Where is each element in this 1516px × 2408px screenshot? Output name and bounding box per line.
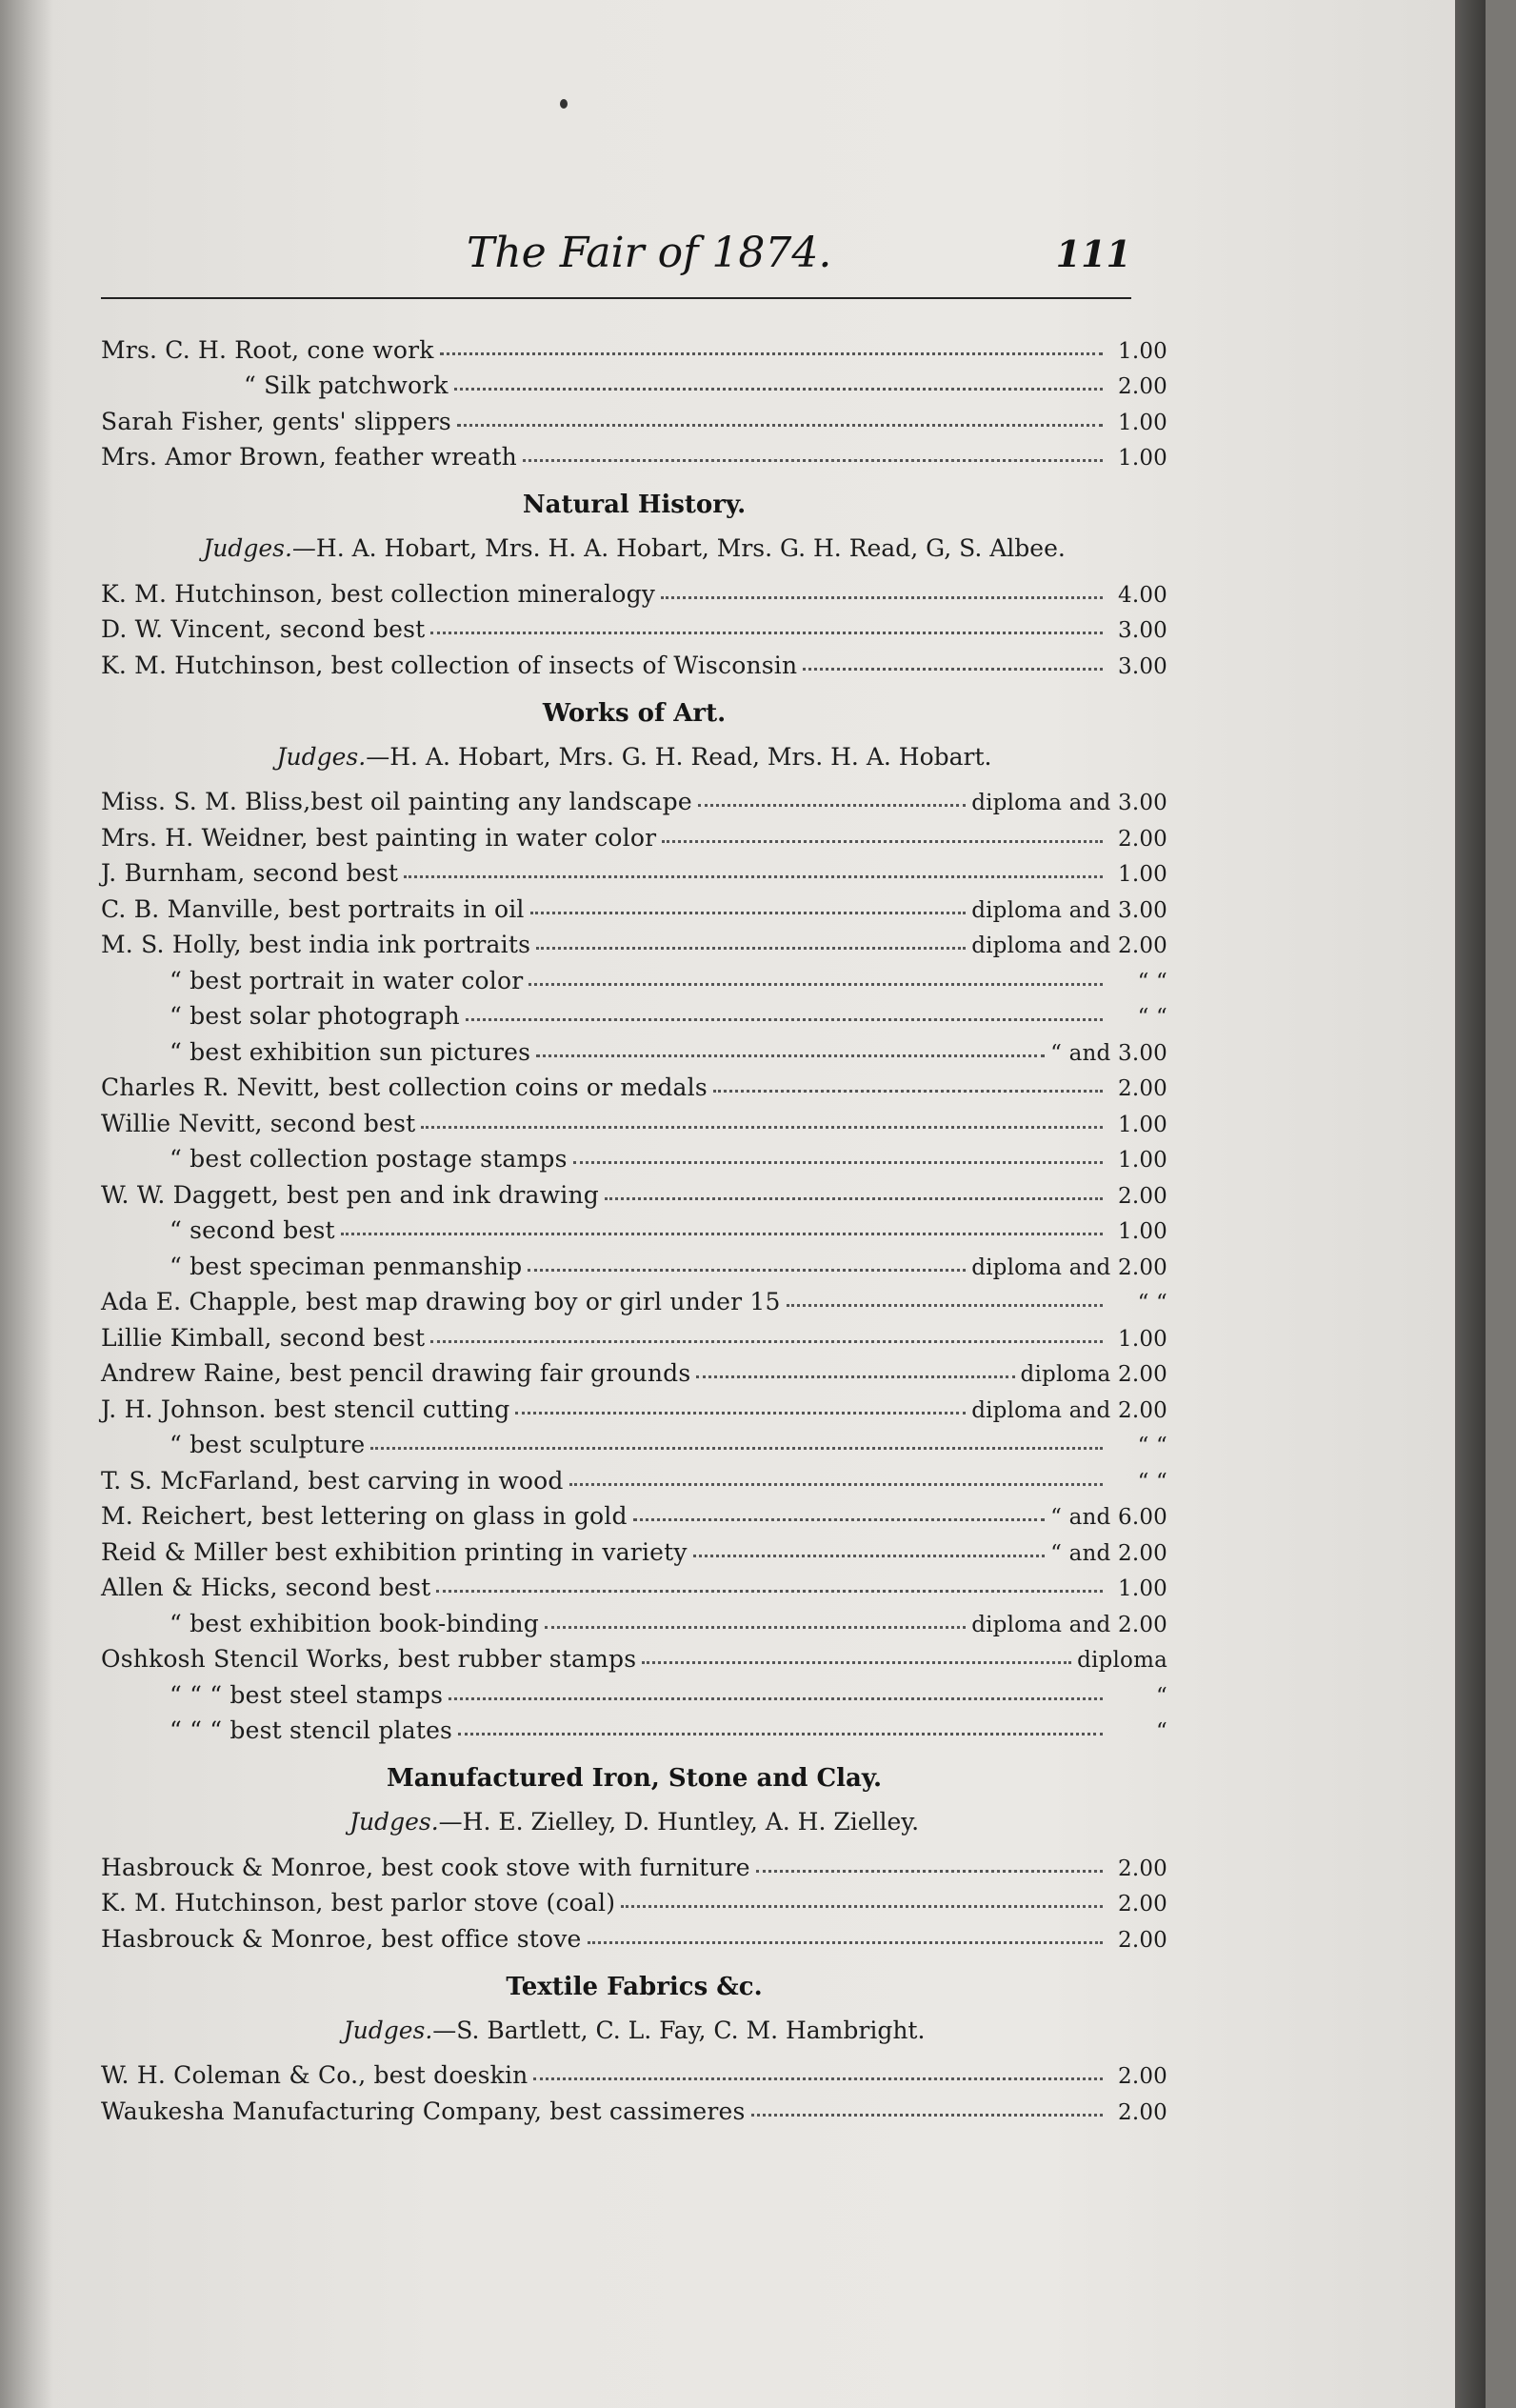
entry-name: M. Reichert, best lettering on glass in gold <box>101 1502 628 1530</box>
dot-leader <box>458 1712 1103 1736</box>
list-item <box>101 649 1167 685</box>
entry-name: “ best exhibition book-binding <box>170 1609 539 1637</box>
entry-name: Mrs. C. H. Root, cone work <box>101 335 434 364</box>
entry-name: Miss. S. M. Bliss,best oil painting any landscape <box>101 788 692 815</box>
entry-name: “ best collection postage stamps <box>170 1145 568 1173</box>
list-item <box>101 1035 1167 1072</box>
entry-name: J. H. Johnson. best stencil cutting <box>101 1395 510 1423</box>
list-item <box>101 1000 1167 1036</box>
entry-amount: 2.00 <box>1117 1927 1167 1953</box>
entry-amount: diploma and 2.00 <box>971 1254 1167 1280</box>
entry-name: Allen & Hicks, second best <box>101 1574 431 1601</box>
entry-name: “ “ “ best steel stamps <box>170 1680 444 1709</box>
entry-amount: “ <box>1156 1683 1167 1709</box>
entry-name: Charles R. Nevitt, best collection coins or medals <box>101 1074 708 1101</box>
judges-names: —S. Bartlett, C. L. Fay, C. M. Hambright. <box>432 2016 926 2044</box>
dot-leader <box>569 1461 1103 1486</box>
entry-name: “ “ “ best stencil plates <box>170 1716 453 1744</box>
entry-amount: diploma <box>1077 1648 1167 1673</box>
entry-amount: diploma 2.00 <box>1020 1362 1167 1387</box>
judges-line-manufactured <box>101 1797 1167 1851</box>
dot-leader <box>698 783 966 808</box>
entry-name: Hasbrouck & Monroe, best cook stove with furniture <box>101 1853 750 1881</box>
dot-leader <box>661 574 1103 599</box>
entry-amount: 3.00 <box>1117 653 1167 679</box>
list-item <box>101 441 1167 477</box>
list-item <box>101 1922 1167 1958</box>
judges-names: —H. A. Hobart, Mrs. H. A. Hobart, Mrs. G. H. Read, G, S. Albee. <box>291 534 1066 562</box>
entry-name: J. Burnham, second best <box>101 859 399 887</box>
judges-label: Judges. <box>276 742 367 771</box>
dot-leader <box>605 1175 1103 1200</box>
dot-leader <box>756 1848 1103 1873</box>
entry-amount: diploma and 2.00 <box>971 933 1167 958</box>
dot-leader <box>696 1354 1014 1379</box>
entry-name: D. W. Vincent, second best <box>101 615 426 643</box>
list-item <box>101 1678 1167 1715</box>
entry-name: “ best exhibition sun pictures <box>170 1037 531 1066</box>
entry-name: Ada E. Chapple, best map drawing boy or girl under 15 <box>101 1288 781 1315</box>
entry-amount: 2.00 <box>1117 1183 1167 1209</box>
works-of-art-list <box>101 786 1167 1751</box>
dot-leader <box>436 1569 1103 1594</box>
list-item <box>101 964 1167 1000</box>
list-item <box>101 1393 1167 1429</box>
dot-leader <box>751 2092 1103 2117</box>
running-title: The Fair of 1874. <box>467 229 832 277</box>
dot-leader <box>529 961 1103 986</box>
dot-leader <box>404 854 1103 879</box>
list-item <box>101 1607 1167 1643</box>
dot-leader <box>621 1884 1103 1909</box>
list-item <box>101 370 1167 406</box>
top-entry-list <box>101 333 1167 476</box>
entry-amount: diploma and 3.00 <box>971 791 1167 815</box>
dot-leader <box>454 367 1103 391</box>
dot-leader <box>440 331 1103 355</box>
list-item <box>101 857 1167 893</box>
entry-amount: diploma and 2.00 <box>971 1612 1167 1637</box>
list-item <box>101 1500 1167 1536</box>
entry-name: “ Silk patchwork <box>244 371 449 399</box>
entry-name: M. S. Holly, best india ink portraits <box>101 931 531 958</box>
list-item <box>101 1887 1167 1923</box>
entry-name: Oshkosh Stencil Works, best rubber stamps <box>101 1645 637 1673</box>
entry-name: Reid & Miller best exhibition printing in variety <box>101 1537 688 1566</box>
judges-names: —H. E. Zielley, D. Huntley, A. H. Zielley. <box>438 1808 920 1836</box>
entry-name: K. M. Hutchinson, best parlor stove (coal) <box>101 1889 616 1916</box>
entry-amount: 1.00 <box>1117 446 1167 471</box>
list-item <box>101 405 1167 441</box>
list-item <box>101 1178 1167 1214</box>
ink-speck <box>560 99 568 109</box>
dot-leader <box>533 2057 1103 2081</box>
dot-leader <box>430 611 1103 635</box>
textile-list <box>101 2059 1167 2131</box>
dot-leader <box>530 890 967 914</box>
dot-leader <box>515 1390 966 1415</box>
page-binding-edge <box>1455 0 1486 2408</box>
entry-amount: 2.00 <box>1117 2064 1167 2089</box>
entry-amount: “ <box>1156 1719 1167 1744</box>
entry-name: W. W. Daggett, best pen and ink drawing <box>101 1180 599 1209</box>
entry-name: C. B. Manville, best portraits in oil <box>101 894 525 923</box>
entry-name: “ second best <box>170 1216 335 1244</box>
dot-leader <box>466 997 1103 1022</box>
dot-leader <box>370 1426 1103 1451</box>
dot-leader <box>341 1212 1103 1236</box>
entry-amount: 2.00 <box>1117 1076 1167 1101</box>
list-item <box>101 893 1167 929</box>
entry-name: T. S. McFarland, best carving in wood <box>101 1466 564 1495</box>
entry-amount: 1.00 <box>1117 1148 1167 1173</box>
entry-amount: “ and 6.00 <box>1050 1505 1167 1530</box>
list-item <box>101 333 1167 370</box>
list-item <box>101 929 1167 965</box>
list-item <box>101 2095 1167 2131</box>
page-number: 111 <box>1055 232 1131 275</box>
list-item <box>101 1643 1167 1679</box>
entry-amount: “ and 2.00 <box>1050 1540 1167 1566</box>
entry-amount: “ “ <box>1137 1434 1167 1458</box>
list-item <box>101 1143 1167 1179</box>
dot-leader <box>662 818 1103 843</box>
list-item <box>101 1286 1167 1322</box>
judges-line-natural-history <box>101 524 1167 577</box>
dot-leader <box>573 1140 1103 1165</box>
dot-leader <box>449 1676 1103 1700</box>
entry-amount: “ “ <box>1137 1469 1167 1495</box>
list-item <box>101 821 1167 857</box>
entry-amount: 2.00 <box>1117 374 1167 399</box>
entry-amount: 1.00 <box>1117 1112 1167 1137</box>
section-title-textile: Textile Fabrics &c. <box>506 1972 763 2001</box>
list-item <box>101 1572 1167 1608</box>
entry-name: Hasbrouck & Monroe, best office stove <box>101 1924 582 1953</box>
judges-label: Judges. <box>349 1808 439 1836</box>
entry-name: Andrew Raine, best pencil drawing fair grounds <box>101 1359 691 1387</box>
entry-name: “ best solar photograph <box>170 1002 460 1030</box>
dot-leader <box>545 1604 966 1629</box>
entry-amount: 1.00 <box>1117 1576 1167 1601</box>
entry-amount: 4.00 <box>1117 582 1167 608</box>
entry-amount: diploma and 2.00 <box>971 1397 1167 1423</box>
entry-name: Sarah Fisher, gents' slippers <box>101 407 451 435</box>
judges-label: Judges. <box>343 2016 433 2044</box>
header-rule <box>101 297 1131 299</box>
list-item <box>101 1072 1167 1108</box>
dot-leader <box>457 402 1103 427</box>
list-item <box>101 613 1167 650</box>
judges-label: Judges. <box>203 534 292 562</box>
dot-leader <box>713 1069 1103 1094</box>
dot-leader <box>693 1533 1045 1557</box>
judges-line-textile <box>101 2006 1167 2059</box>
list-item <box>101 2059 1167 2096</box>
entry-amount: “ “ <box>1137 1005 1167 1030</box>
section-title-natural-history: Natural History. <box>522 491 747 519</box>
list-item <box>101 1535 1167 1572</box>
section-title-works-of-art: Works of Art. <box>542 698 727 728</box>
list-item <box>101 1429 1167 1465</box>
list-item <box>101 1107 1167 1143</box>
dot-leader <box>642 1640 1071 1665</box>
entry-amount: 3.00 <box>1117 618 1167 643</box>
entry-name: Lillie Kimball, second best <box>101 1323 426 1352</box>
entry-amount: 1.00 <box>1117 410 1167 435</box>
dot-leader <box>588 1919 1103 1944</box>
section-title-manufactured: Manufactured Iron, Stone and Clay. <box>386 1764 883 1793</box>
entry-amount: 2.00 <box>1117 1892 1167 1916</box>
dot-leader <box>536 926 966 951</box>
page-body <box>101 333 1167 2131</box>
dot-leader <box>421 1104 1103 1129</box>
list-item <box>101 1214 1167 1251</box>
list-item <box>101 1715 1167 1751</box>
entry-name: “ best sculpture <box>170 1431 366 1458</box>
entry-amount: 1.00 <box>1117 338 1167 364</box>
entry-name: W. H. Coleman & Co., best doeskin <box>101 2061 529 2089</box>
entry-amount: 2.00 <box>1117 826 1167 852</box>
dot-leader <box>430 1318 1103 1343</box>
entry-amount: 1.00 <box>1117 1326 1167 1352</box>
dot-leader <box>528 1247 966 1272</box>
entry-amount: “ “ <box>1137 969 1167 994</box>
list-item <box>101 1357 1167 1394</box>
entry-amount: diploma and 3.00 <box>971 897 1167 923</box>
entry-name: Mrs. Amor Brown, feather wreath <box>101 443 517 471</box>
entry-name: K. M. Hutchinson, best collection mineralogy <box>101 579 656 608</box>
judges-names: —H. A. Hobart, Mrs. G. H. Read, Mrs. H. A. Hobart. <box>366 742 992 771</box>
entry-amount: “ and 3.00 <box>1050 1040 1167 1066</box>
dot-leader <box>633 1497 1045 1522</box>
entry-name: Willie Nevitt, second best <box>101 1109 416 1137</box>
judges-line-works-of-art <box>101 732 1167 786</box>
entry-amount: “ “ <box>1137 1291 1167 1315</box>
list-item <box>101 1321 1167 1357</box>
entry-name: “ best portrait in water color <box>170 966 524 994</box>
page-header <box>101 227 1131 293</box>
entry-name: Mrs. H. Weidner, best painting in water color <box>101 823 657 852</box>
entry-name: Waukesha Manufacturing Company, best cassimeres <box>101 2097 746 2125</box>
entry-amount: 1.00 <box>1117 862 1167 887</box>
entry-name: K. M. Hutchinson, best collection of insects of Wisconsin <box>101 651 798 679</box>
entry-amount: 2.00 <box>1117 1856 1167 1881</box>
list-item <box>101 577 1167 613</box>
manufactured-list <box>101 1851 1167 1958</box>
entry-amount: 2.00 <box>1117 2099 1167 2125</box>
dot-leader <box>523 438 1103 463</box>
dot-leader <box>536 1033 1045 1057</box>
dot-leader <box>787 1283 1103 1308</box>
dot-leader <box>803 646 1103 671</box>
entry-amount: 1.00 <box>1117 1219 1167 1244</box>
list-item <box>101 1464 1167 1500</box>
entry-name: “ best speciman penmanship <box>170 1252 523 1280</box>
page-shadow-left <box>0 0 53 2408</box>
natural-history-list <box>101 577 1167 685</box>
list-item <box>101 786 1167 822</box>
list-item <box>101 1851 1167 1887</box>
list-item <box>101 1250 1167 1286</box>
